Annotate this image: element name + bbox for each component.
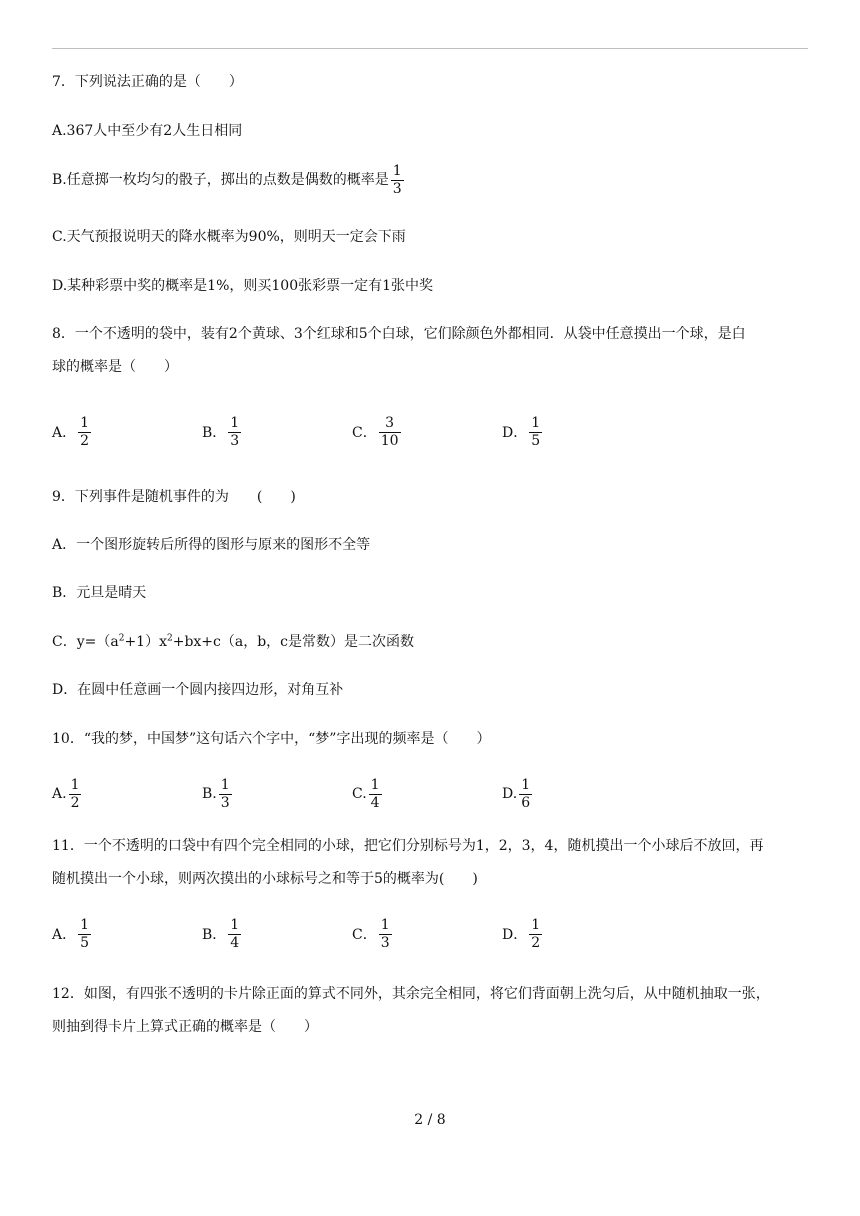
q7-option-b bbox=[52, 160, 406, 200]
q10-option-c bbox=[352, 772, 384, 816]
fraction-denominator: 3 bbox=[230, 432, 240, 449]
q7-option-a: A.367人中至少有2人生日相同 bbox=[52, 123, 243, 139]
q9-option-d: D．在圆中任意画一个圆内接四边形，对角互补 bbox=[52, 682, 344, 698]
fraction-numerator: 1 bbox=[392, 162, 402, 179]
option-fraction bbox=[219, 777, 232, 812]
q8-stem-line2: 球的概率是（ ） bbox=[52, 359, 178, 375]
fraction-numerator: 1 bbox=[230, 916, 240, 933]
q11-option-b bbox=[202, 912, 243, 956]
option-label: D. bbox=[502, 786, 518, 802]
option-fraction bbox=[78, 917, 91, 952]
q10-option-a bbox=[52, 772, 83, 816]
q8-option-c bbox=[352, 410, 403, 454]
fraction-numerator: 3 bbox=[385, 414, 395, 431]
option-label: A． bbox=[52, 927, 77, 943]
option-fraction bbox=[78, 415, 91, 450]
option-label: D． bbox=[502, 425, 528, 441]
option-fraction bbox=[369, 777, 382, 812]
q11-option-d bbox=[502, 912, 544, 956]
fraction-denominator: 2 bbox=[70, 794, 80, 811]
q10-option-b bbox=[202, 772, 234, 816]
q11-option-a bbox=[52, 912, 93, 956]
q10-option-d bbox=[502, 772, 534, 816]
exponent: 2 bbox=[166, 633, 173, 644]
fraction-denominator: 3 bbox=[380, 934, 390, 951]
q9-option-a: A．一个图形旋转后所得的图形与原来的图形不全等 bbox=[52, 537, 371, 553]
q7-option-b-text: B.任意掷一枚均匀的骰子，掷出的点数是偶数的概率是 bbox=[52, 172, 389, 188]
fraction-denominator: 6 bbox=[521, 794, 531, 811]
fraction-numerator: 1 bbox=[531, 414, 541, 431]
option-label: D． bbox=[502, 927, 528, 943]
fraction-numerator: 1 bbox=[80, 414, 90, 431]
fraction-numerator: 1 bbox=[80, 916, 90, 933]
fraction-denominator: 2 bbox=[531, 934, 541, 951]
q7-stem: 7．下列说法正确的是（ ） bbox=[52, 74, 243, 90]
fraction-denominator: 3 bbox=[220, 794, 230, 811]
option-fraction bbox=[379, 917, 392, 952]
q11-stem-line2: 随机摸出一个小球，则两次摸出的小球标号之和等于5的概率为( ) bbox=[52, 871, 478, 887]
option-fraction bbox=[228, 917, 241, 952]
option-label: B． bbox=[202, 927, 227, 943]
q11-option-c bbox=[352, 912, 394, 956]
header-rule bbox=[52, 48, 808, 49]
exponent: 2 bbox=[118, 633, 125, 644]
fraction-denominator: 4 bbox=[230, 934, 240, 951]
option-fraction bbox=[529, 415, 542, 450]
fraction-numerator: 1 bbox=[380, 916, 390, 933]
q9-option-c-part: +bx+c（a，b，c是常数）是二次函数 bbox=[172, 634, 415, 650]
q7-option-c: C.天气预报说明天的降水概率为90%，则明天一定会下雨 bbox=[52, 229, 406, 245]
q9-stem: 9．下列事件是随机事件的为 ( ) bbox=[52, 489, 296, 505]
q7-option-b-fraction bbox=[391, 163, 404, 198]
page-number: 2 / 8 bbox=[414, 1112, 446, 1128]
q12-stem-line1: 12．如图，有四张不透明的卡片除正面的算式不同外，其余完全相同，将它们背面朝上洗匀后，从中随机抽取一张， bbox=[52, 986, 770, 1002]
option-label: B. bbox=[202, 786, 217, 802]
fraction-numerator: 1 bbox=[370, 776, 380, 793]
option-label: B． bbox=[202, 425, 227, 441]
option-label: A. bbox=[52, 786, 67, 802]
q8-option-b bbox=[202, 410, 243, 454]
option-fraction bbox=[519, 777, 532, 812]
fraction-numerator: 1 bbox=[521, 776, 531, 793]
q9-option-c-part: C．y=（a bbox=[52, 634, 119, 650]
q7-option-d: D.某种彩票中奖的概率是1%，则买100张彩票一定有1张中奖 bbox=[52, 278, 434, 294]
option-fraction bbox=[379, 415, 401, 450]
q9-option-b: B．元旦是晴天 bbox=[52, 585, 147, 601]
option-label: C. bbox=[352, 786, 367, 802]
q9-option-c bbox=[52, 632, 414, 652]
q8-stem-line1: 8．一个不透明的袋中，装有2个黄球、3个红球和5个白球，它们除颜色外都相同．从袋中任意摸出一个球，是白 bbox=[52, 326, 746, 342]
fraction-denominator: 5 bbox=[80, 934, 90, 951]
fraction-denominator: 5 bbox=[531, 432, 541, 449]
q8-option-a bbox=[52, 410, 93, 454]
q8-option-d bbox=[502, 410, 544, 454]
q11-stem-line1: 11．一个不透明的口袋中有四个完全相同的小球，把它们分别标号为1，2，3，4，随机摸出一个小球后不放回，再 bbox=[52, 838, 764, 854]
option-fraction bbox=[529, 917, 542, 952]
fraction-numerator: 1 bbox=[70, 776, 80, 793]
fraction-denominator: 2 bbox=[80, 432, 90, 449]
fraction-denominator: 10 bbox=[380, 432, 399, 449]
q12-stem-line2: 则抽到得卡片上算式正确的概率是（ ） bbox=[52, 1019, 318, 1035]
option-fraction bbox=[69, 777, 82, 812]
fraction-denominator: 3 bbox=[392, 180, 402, 197]
q9-option-c-part: +1）x bbox=[124, 634, 167, 650]
q10-stem: 10．“我的梦，中国梦”这句话六个字中，“梦”字出现的频率是（ ） bbox=[52, 731, 491, 747]
fraction-numerator: 1 bbox=[220, 776, 230, 793]
option-label: C． bbox=[352, 927, 377, 943]
fraction-numerator: 1 bbox=[531, 916, 541, 933]
option-label: A． bbox=[52, 425, 77, 441]
option-label: C． bbox=[352, 425, 377, 441]
option-fraction bbox=[228, 415, 241, 450]
fraction-denominator: 4 bbox=[370, 794, 380, 811]
fraction-numerator: 1 bbox=[230, 414, 240, 431]
